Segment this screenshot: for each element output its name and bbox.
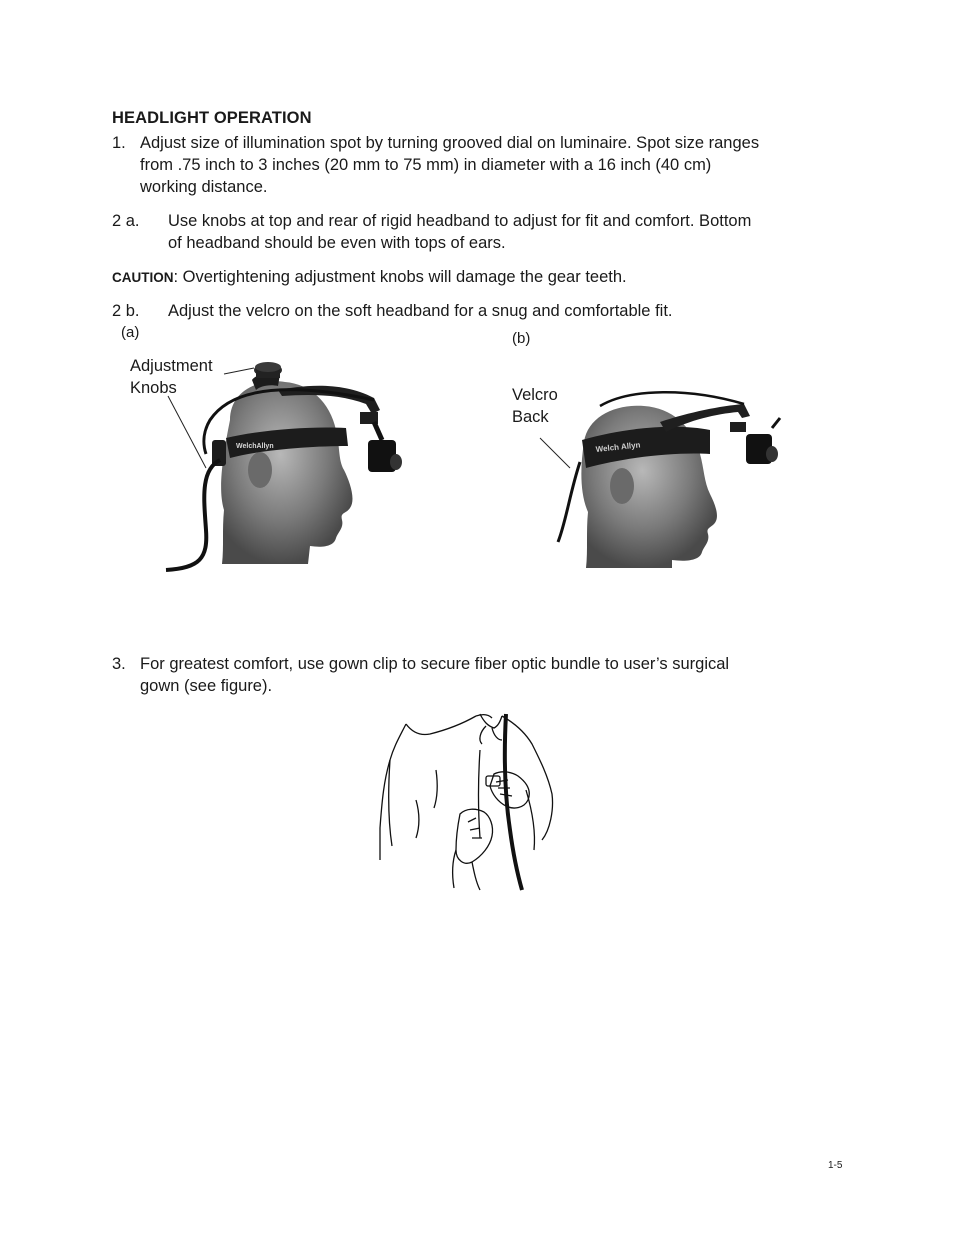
figure-a-label-line1: Adjustment — [130, 357, 213, 375]
step-number: 1. — [112, 134, 126, 152]
section-title: HEADLIGHT OPERATION — [112, 109, 312, 127]
figure-a-label-line2: Knobs — [130, 379, 177, 397]
headlight-photo-a — [160, 350, 420, 590]
step-line: of headband should be even with tops of ears. — [168, 234, 506, 252]
headlight-photo-b — [540, 382, 780, 572]
headband-brand-a: WelchAllyn — [236, 443, 274, 450]
figure-b-label-line2: Back — [512, 408, 549, 426]
step-line: gown (see figure). — [140, 677, 273, 695]
caution-text: : Overtightening adjustment knobs will damage the gear teeth. — [173, 268, 627, 286]
step-line: working distance. — [140, 178, 268, 196]
figure-b-tag: (b) — [512, 330, 531, 347]
step-number: 3. — [112, 655, 126, 673]
step-line: from .75 inch to 3 inches (20 mm to 75 mm) in diameter with a 16 inch (40 cm) — [140, 156, 712, 174]
step-line: Adjust size of illumination spot by turning grooved dial on luminaire. Spot size ranges — [140, 134, 760, 152]
step-number: 2 b. — [112, 302, 140, 320]
step-line: Use knobs at top and rear of rigid headband to adjust for fit and comfort. Bottom — [168, 212, 752, 230]
caution-note — [112, 267, 627, 289]
gown-clip-illustration — [376, 710, 576, 890]
caution-label: CAUTION — [112, 270, 174, 285]
step-number: 2 a. — [112, 212, 140, 230]
step-line: For greatest comfort, use gown clip to secure fiber optic bundle to user’s surgical — [140, 655, 730, 673]
figure-a-tag: (a) — [121, 324, 140, 341]
step-line: Adjust the velcro on the soft headband for a snug and comfortable fit. — [168, 302, 673, 320]
headband-brand-b: Welch Allyn — [595, 440, 641, 454]
figure-b-label-line1: Velcro — [512, 386, 558, 404]
page-number: 1-5 — [828, 1160, 843, 1171]
